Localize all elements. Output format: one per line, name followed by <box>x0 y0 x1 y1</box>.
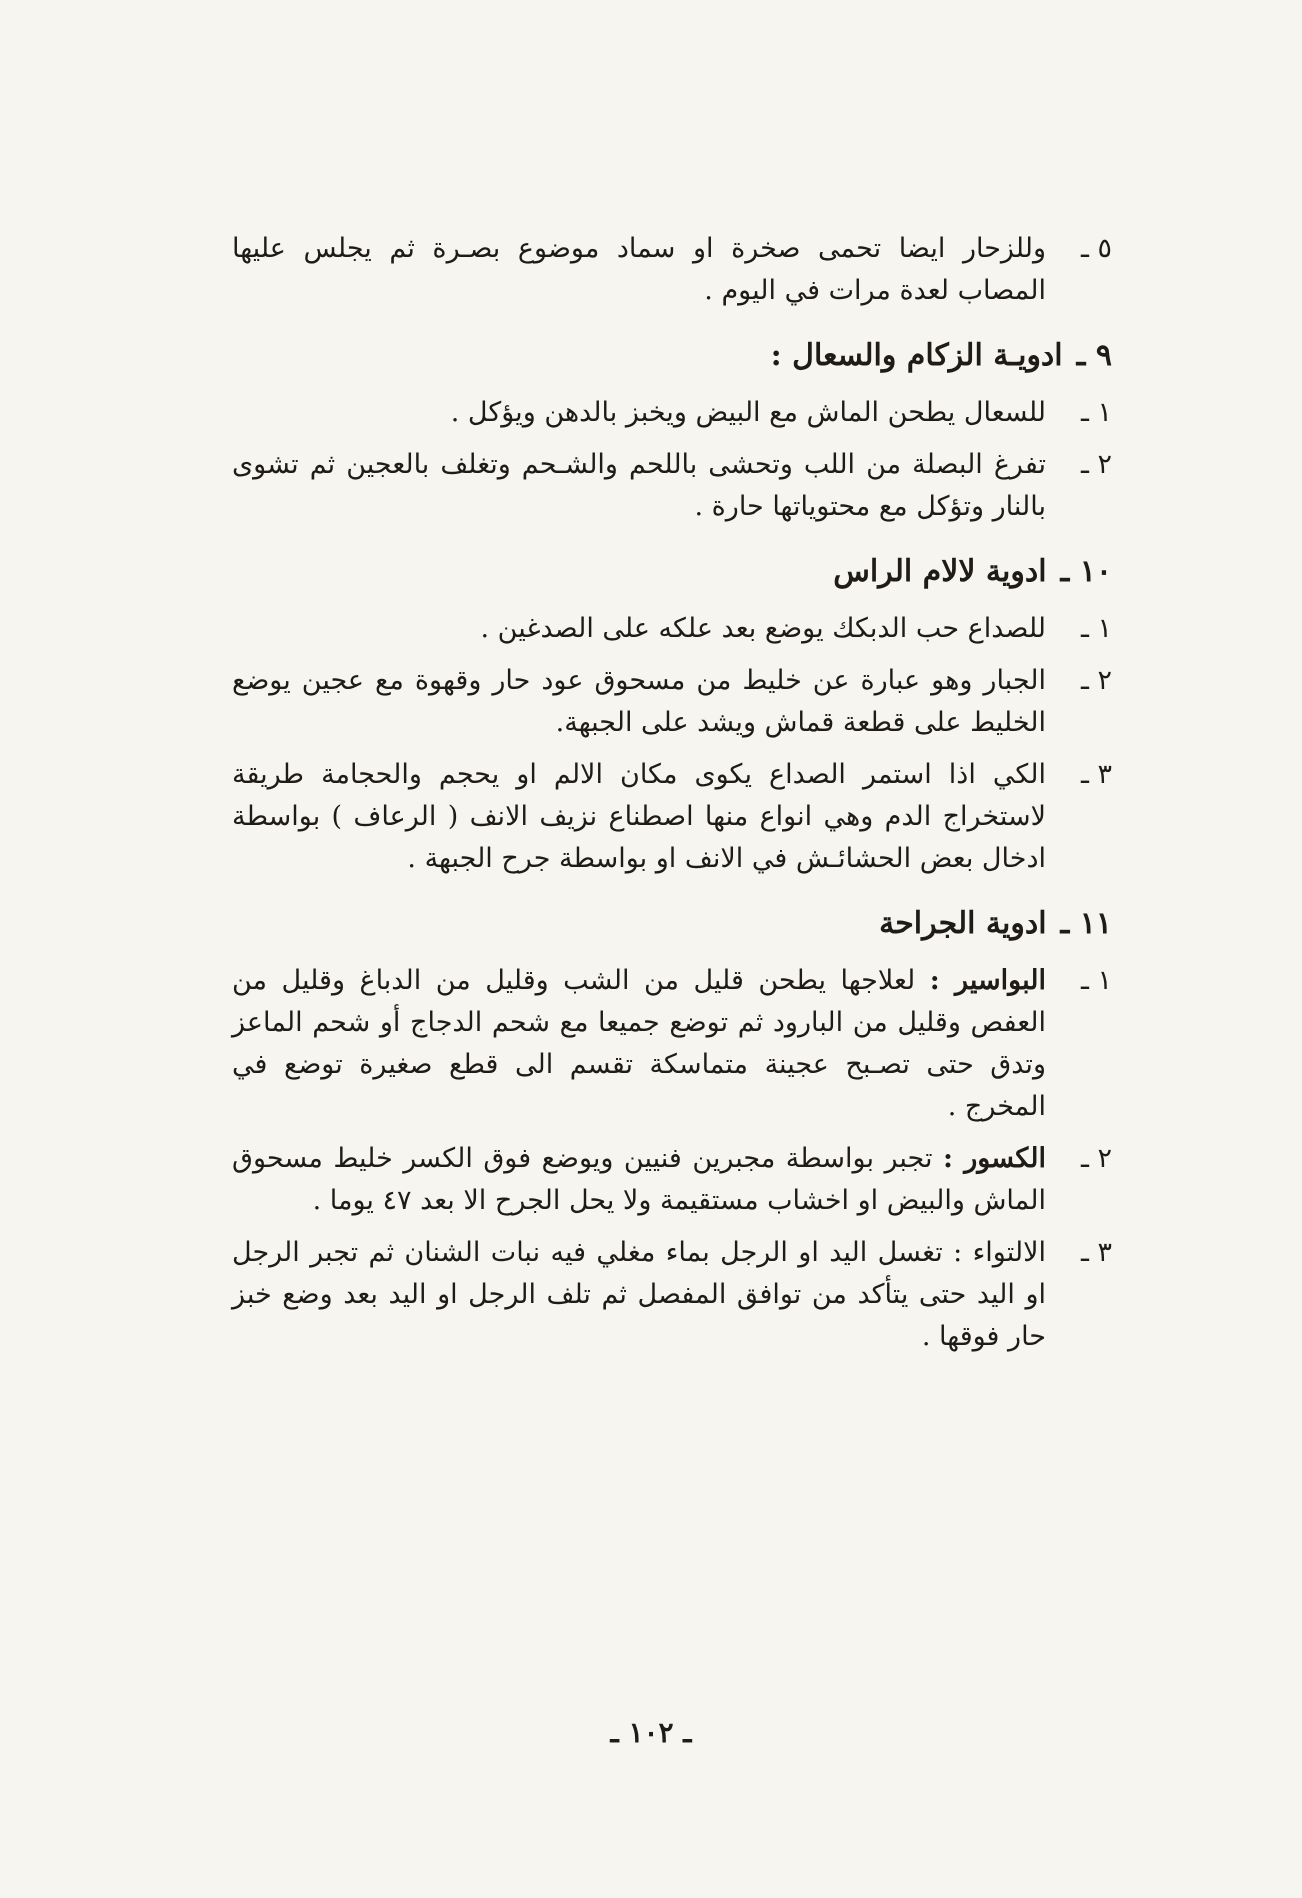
item-text: الكي اذا استمر الصداع يكوى مكان الالم او يحجم والحجامة طريقة لاستخراج الدم وهي انواع منها اصطناع نزيف الانف ( الرعاف ) بواسطة ادخال بعض الحشائـش في الانف او بواسطة جرح الجبهة . <box>232 759 1046 874</box>
item-text: تفرغ البصلة من اللب وتحشى باللحم والشـحم وتغلف بالعجين ثم تشوى بالنار وتؤكل مع محتوياتها حارة . <box>232 449 1046 522</box>
section-title: ادوية لالام الراس <box>833 554 1047 589</box>
section-number: ١٠ ـ <box>1060 554 1112 589</box>
item-number: ٢ ـ <box>1080 1143 1112 1174</box>
section-number: ١١ ـ <box>1060 906 1112 941</box>
item-number: ٣ ـ <box>1080 759 1112 790</box>
list-item <box>232 960 1112 1128</box>
item-text: الالتواء : تغسل اليد او الرجل بماء مغلي فيه نبات الشنان ثم تجبر الرجل او اليد حتى يتأكد من توافق المفصل ثم تلف الرجل او اليد بعد وضع خبز حار فوقها . <box>232 1237 1046 1352</box>
page-content <box>232 228 1112 1368</box>
item-lead: البواسير : <box>929 965 1046 996</box>
item-body: لعلاجها يطحن قليل من الشب وقليل من الدباغ وقليل من العفص وقليل من البارود ثم توضع جميعا مع شحم الدجاج أو شحم الماعز وتدق حتى تصـبح عجينة متماسكة تقسم الى قطع صغيرة توضع في المخرج . <box>232 965 1046 1122</box>
item-number: ٣ ـ <box>1080 1237 1112 1268</box>
item-text <box>232 1138 1046 1222</box>
item-number: ٢ ـ <box>1080 449 1112 480</box>
list-item <box>232 608 1112 650</box>
section-title: ادوية الجراحة <box>879 906 1047 941</box>
item-number: ٢ ـ <box>1080 665 1112 696</box>
list-item <box>232 1138 1112 1222</box>
list-item <box>232 1232 1112 1358</box>
item-number: ١ ـ <box>1080 613 1112 644</box>
item-text: وللزحار ايضا تحمى صخرة او سماد موضوع بصـرة ثم يجلس عليها المصاب لعدة مرات في اليوم . <box>232 233 1046 306</box>
item-text <box>232 960 1046 1128</box>
list-item <box>232 392 1112 434</box>
list-item <box>232 754 1112 880</box>
item-lead: الكسور : <box>943 1143 1046 1174</box>
section-heading <box>232 334 1112 378</box>
item-number: ١ ـ <box>1080 965 1112 996</box>
section-heading <box>232 550 1112 594</box>
section-heading <box>232 902 1112 946</box>
item-text: للسعال يطحن الماش مع البيض ويخبز بالدهن ويؤكل . <box>450 397 1046 428</box>
list-item <box>232 660 1112 744</box>
item-body: تجبر بواسطة مجبرين فنيين ويوضع فوق الكسر خليط مسحوق الماش والبيض او اخشاب مستقيمة ولا يحل الجرح الا بعد ٤٧ يوما . <box>232 1143 1046 1216</box>
item-number: ٥ ـ <box>1080 233 1112 264</box>
item-number: ١ ـ <box>1080 397 1112 428</box>
section-title: ادويـة الزكام والسعال : <box>770 338 1063 373</box>
page-number: ـ ١٠٢ ـ <box>610 1716 692 1749</box>
item-text: للصداع حب الدبكك يوضع بعد علكه على الصدغين . <box>480 613 1046 644</box>
section-number: ٩ ـ <box>1076 338 1112 373</box>
intro-item <box>232 228 1112 312</box>
list-item <box>232 444 1112 528</box>
item-text: الجبار وهو عبارة عن خليط من مسحوق عود حار وقهوة مع عجين يوضع الخليط على قطعة قماش ويشد على الجبهة. <box>232 665 1046 738</box>
